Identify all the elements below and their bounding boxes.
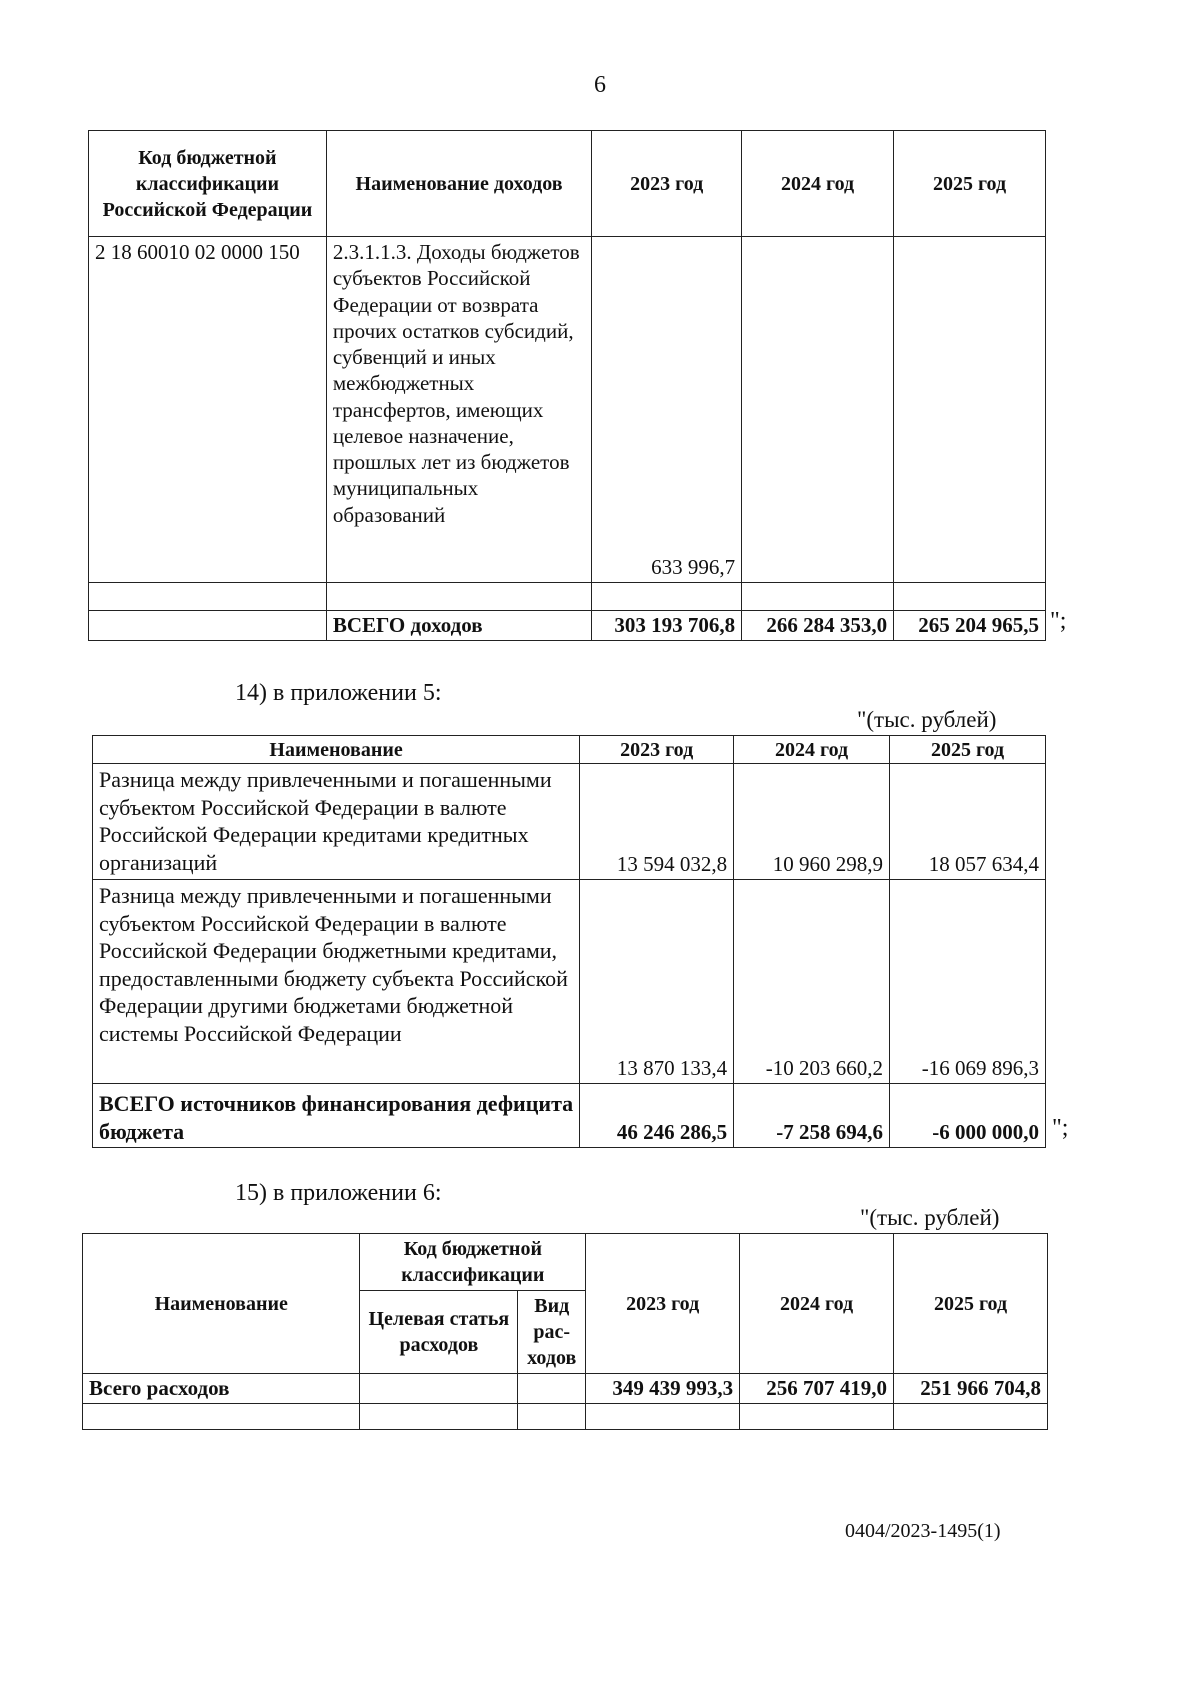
header-2025: 2025 год [894,131,1046,237]
row-value-2025: -16 069 896,3 [890,880,1046,1084]
table-row-empty [89,583,1046,611]
total-2023: 46 246 286,5 [580,1084,734,1148]
page-number: 6 [594,72,606,98]
total-2024: 256 707 419,0 [740,1374,894,1404]
document-number: 0404/2023-1495(1) [845,1520,1001,1542]
row-value-2025 [894,237,1046,583]
total-label: ВСЕГО источников финансирования дефицита бюджета [93,1084,580,1148]
header-name: Наименование [83,1234,360,1374]
section-15-heading: 15) в приложении 6: [235,1180,442,1206]
header-2023: 2023 год [580,736,734,764]
total-label: ВСЕГО доходов [326,611,591,641]
table-row [93,764,1046,880]
row-name: Разница между привлеченными и погашенными субъектом Российской Федерации в валюте Российской Федерации бюджетными кредитами, предоставленными бюджету субъекта Российской Федерации другими бюджетами бюджетной системы Российской Федерации [93,880,580,1084]
section-14-heading: 14) в приложении 5: [235,680,442,706]
table-row [93,880,1046,1084]
section-14-unit: "(тыс. рублей) [857,707,997,732]
row-name: Разница между привлеченными и погашенными субъектом Российской Федерации в валюте Российской Федерации кредитами кредитных организаций [93,764,580,880]
header-2025: 2025 год [890,736,1046,764]
header-2023: 2023 год [586,1234,740,1374]
row-value-2024: 10 960 298,9 [734,764,890,880]
total-2025: 251 966 704,8 [894,1374,1048,1404]
row-value-2024: -10 203 660,2 [734,880,890,1084]
row-value-2023: 633 996,7 [592,237,742,583]
total-2023: 349 439 993,3 [586,1374,740,1404]
table-row [89,237,1046,583]
header-code: Код бюджетной классификации Российской Федерации [89,131,327,237]
row-income-name: 2.3.1.1.3. Доходы бюджетов субъектов Российской Федерации от возврата прочих остатков субсидий, субвенций и иных межбюджетных трансфертов, имеющих целевое назначение, прошлых лет из бюджетов муниципальных образований [326,237,591,583]
total-row [93,1084,1046,1148]
header-income-name: Наименование доходов [326,131,591,237]
total-2024: -7 258 694,6 [734,1084,890,1148]
total-row [89,611,1046,641]
total-2023: 303 193 706,8 [592,611,742,641]
section-15-unit: "(тыс. рублей) [860,1205,1000,1230]
total-2024: 266 284 353,0 [742,611,894,641]
header-2023: 2023 год [592,131,742,237]
header-2025: 2025 год [894,1234,1048,1374]
expenses-table [82,1233,1048,1430]
closing-quote-2: "; [1052,1115,1069,1141]
header-target-article: Целевая статья расходов [360,1291,518,1374]
total-2025: -6 000 000,0 [890,1084,1046,1148]
row-value-2023: 13 870 133,4 [580,880,734,1084]
row-value-2024 [742,237,894,583]
total-row [83,1374,1048,1404]
income-table [88,130,1046,641]
row-code: 2 18 60010 02 0000 150 [89,237,327,583]
total-label: Всего расходов [83,1374,360,1404]
header-2024: 2024 год [734,736,890,764]
row-value-2023: 13 594 032,8 [580,764,734,880]
total-2025: 265 204 965,5 [894,611,1046,641]
financing-table [92,735,1046,1148]
header-2024: 2024 год [740,1234,894,1374]
table-row-empty [83,1404,1048,1430]
row-value-2025: 18 057 634,4 [890,764,1046,880]
header-code-group: Код бюджетной классификации [360,1234,586,1291]
header-name: Наименование [93,736,580,764]
header-2024: 2024 год [742,131,894,237]
header-expense-kind: Вид рас-ходов [518,1291,586,1374]
closing-quote-1: "; [1050,608,1067,634]
